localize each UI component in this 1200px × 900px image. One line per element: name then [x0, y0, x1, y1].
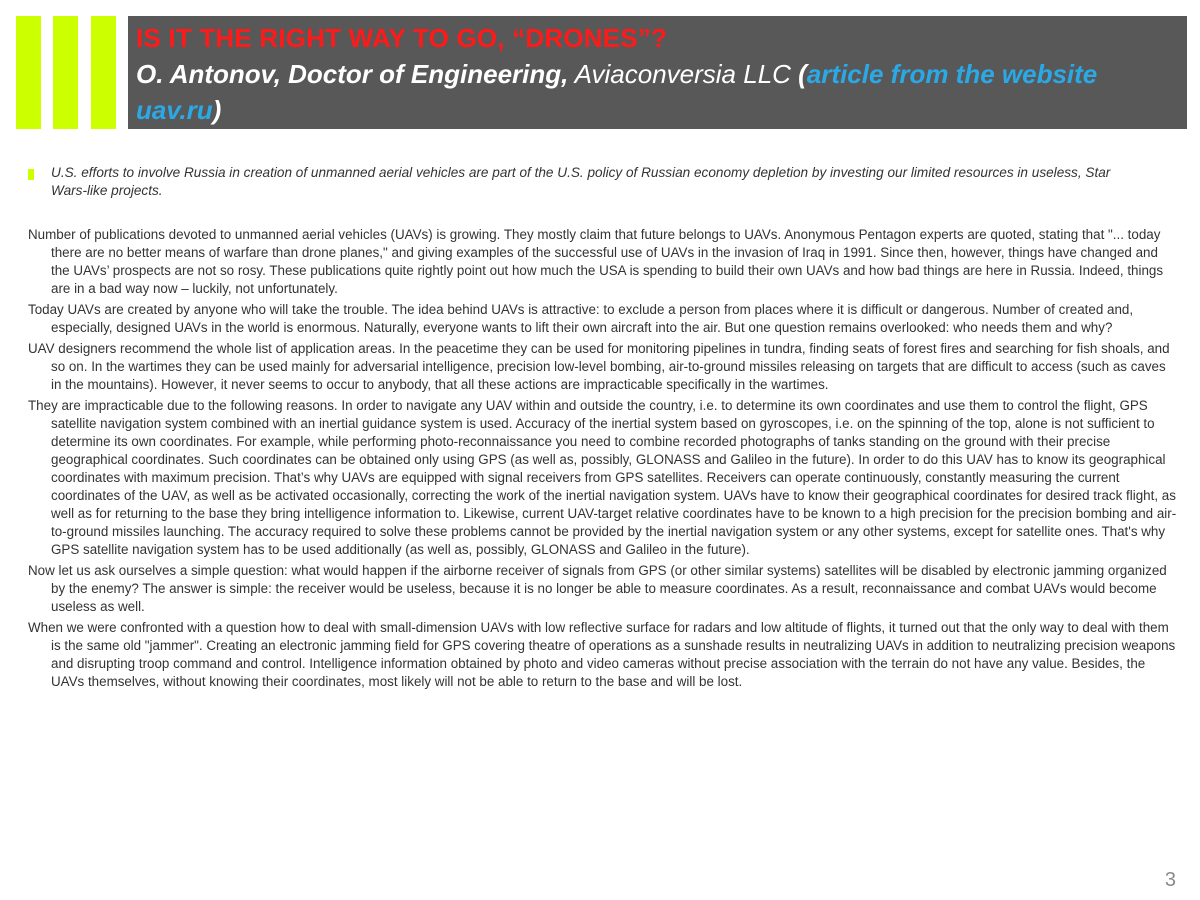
slide-subtitle	[136, 56, 1177, 128]
source-link[interactable]: article from the website uav.ru	[136, 59, 1098, 125]
author-name: O. Antonov, Doctor of Engineering,	[136, 59, 569, 89]
slide-title: IS IT THE RIGHT WAY TO GO, “DRONES”?	[136, 23, 668, 53]
summary-bullet	[28, 164, 1168, 200]
accent-bar	[16, 16, 41, 129]
accent-bar	[53, 16, 78, 129]
open-paren: (	[798, 59, 807, 89]
paragraph: Now let us ask ourselves a simple question: what would happen if the airborne receiver of signals from GPS (or other similar systems) satellites will be disabled by electronic jamming organized by the enemy? The answer is simple: the receiver would be useless, because it is no longer be able to measure coordinates. As a result, reconnaissance and combat UAVs would become useless as well.	[28, 563, 1167, 614]
page-number: 3	[1164, 869, 1176, 891]
paragraph: UAV designers recommend the whole list of application areas. In the peacetime they can be used for monitoring pipelines in tundra, finding seats of forest fires and searching for fish shoals, and so on. In the wartimes they can be used mainly for adversarial intelligence, precision low-level bombing, air-to-ground missiles releasing on targets that are difficult to access (such as caves in the mountains). However, it never seems to occur to anybody, that all these actions are impracticable specifically in the wartimes.	[28, 341, 1170, 392]
paragraph: They are impracticable due to the following reasons. In order to navigate any UAV within and outside the country, i.e. to determine its own coordinates and use them to control the flight, GPS satellite navigation system combined with an inertial guidance system is used. Accuracy of the inertial system based on gyroscopes, i.e. on the spinning of the top, alone is not sufficient to determine its own coordinates. For example, while performing photo-reconnaissance you need to combine recorded photographs of tanks standing on the ground with their precise geographical coordinates. Such coordinates can be obtained only using GPS (as well as, possibly, GLONASS and Galileo in the future). In order to do this UAV has to know its geographical coordinates with maximum precision. That’s why UAVs are equipped with signal receivers from GPS satellites. Receivers can operate continuously, constantly measuring the current coordinates of the UAV, as well as be activated occasionally, correcting the work of the inertial navigation system. UAVs have to know their geographical coordinates for desired track flight, as well as for returning to the base they bring intelligence information to. Likewise, current UAV-target relative coordinates have to be known to a high precision for the precision bombing and air-to-ground missiles launching. The accuracy required to solve these problems cannot be provided by the inertial navigation system or any other systems, except for satellite ones. That's why GPS satellite navigation system has to be used additionally (as well as, possibly, GLONASS and Galileo in the future).	[28, 398, 1177, 557]
organization: Aviaconversia LLC	[568, 59, 799, 89]
bullet-square-icon	[28, 169, 34, 180]
paragraph: When we were confronted with a question how to deal with small-dimension UAVs with low reflective surface for radars and low altitude of flights, it turned out that the only way to deal with them is the same old "jammer". Creating an electronic jamming field for GPS covering theatre of operations as a sunshade results in neutralizing UAVs in addition to neutralizing precision weapons and disrupting troop command and control. Intelligence information obtained by photo and video cameras without precise association with the terrain do not have any value. Besides, the UAVs themselves, without knowing their coordinates, most likely will not be able to return to the base and will be lost.	[28, 620, 1176, 689]
article-body	[28, 226, 1178, 694]
paragraph: Number of publications devoted to unmanned aerial vehicles (UAVs) is growing. They mostly claim that future belongs to UAVs. Anonymous Pentagon experts are quoted, stating that "... today there are no better means of warfare than drone planes," and giving examples of the successful use of UAVs in the invasion of Iraq in 1991. Since then, however, things have changed and the UAVs’ prospects are not so rosy. These publications quite rightly point out how much the USA is spending to build their own UAVs and how bad things are here in Russia. Indeed, things are in a bad way now – luckily, not unfortunately.	[28, 227, 1164, 296]
accent-bar	[91, 16, 116, 129]
paragraph: Today UAVs are created by anyone who will take the trouble. The idea behind UAVs is attractive: to exclude a person from places where it is difficult or dangerous. Number of created and, especially, designed UAVs in the world is enormous. Naturally, everyone wants to lift their own aircraft into the air. But one question remains overlooked: who needs them and why?	[28, 302, 1134, 335]
bullet-text: U.S. efforts to involve Russia in creation of unmanned aerial vehicles are part of the U.S. policy of Russian economy depletion by investing our limited resources in useless, Star Wars-like projects.	[51, 165, 1111, 198]
slide-header	[128, 16, 1187, 129]
close-paren: )	[212, 95, 222, 125]
